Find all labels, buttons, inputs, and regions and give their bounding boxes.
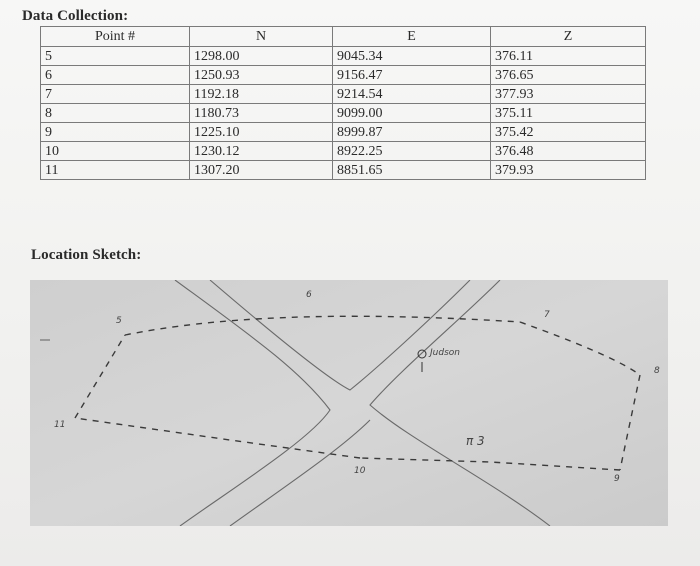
cell-z	[491, 47, 646, 66]
cell-e	[333, 85, 491, 104]
cell-z	[491, 85, 646, 104]
cell-n	[190, 47, 333, 66]
cell-point: 5	[41, 47, 190, 66]
cell-n	[190, 85, 333, 104]
cell-n	[190, 66, 333, 85]
data-collection-heading: Data Collection:	[22, 8, 129, 24]
cell-n-value: 1180.73	[194, 105, 239, 121]
sketch-label-10: 10	[354, 466, 366, 476]
cell-e	[333, 161, 491, 180]
cell-e	[333, 123, 491, 142]
cell-n-value: 1298.00	[194, 48, 240, 64]
cell-z-value: 379.93	[495, 162, 534, 178]
cell-e-value: 8922.25	[337, 143, 383, 159]
column-header-e: E	[333, 27, 491, 47]
cell-e-value: 8851.65	[337, 162, 383, 178]
cell-z	[491, 66, 646, 85]
sketch-label-tree-mark: π 3	[466, 434, 485, 448]
cell-n	[190, 104, 333, 123]
sketch-label-6: 6	[306, 290, 312, 300]
sketch-drawing	[30, 280, 668, 526]
cell-z	[491, 123, 646, 142]
sketch-label-9: 9	[614, 474, 620, 484]
cell-n	[190, 161, 333, 180]
cell-z-value: 376.48	[495, 143, 534, 159]
cell-point: 10	[41, 142, 190, 161]
cell-z	[491, 104, 646, 123]
cell-point: 6	[41, 66, 190, 85]
table-row	[41, 66, 646, 85]
cell-n-value: 1192.18	[194, 86, 239, 102]
cell-e-value: 8999.87	[337, 124, 383, 140]
cell-point: 11	[41, 161, 190, 180]
cell-z-value: 377.93	[495, 86, 534, 102]
cell-e	[333, 66, 491, 85]
cell-point: 9	[41, 123, 190, 142]
table-row	[41, 104, 646, 123]
table-row	[41, 161, 646, 180]
sketch-label-11: 11	[54, 420, 66, 430]
cell-point: 8	[41, 104, 190, 123]
table-row	[41, 123, 646, 142]
table-row	[41, 47, 646, 66]
column-header-n: N	[190, 27, 333, 47]
sketch-label-7: 7	[544, 310, 550, 320]
cell-e-value: 9156.47	[337, 67, 383, 83]
cell-point: 7	[41, 85, 190, 104]
cell-z-value: 375.11	[495, 105, 533, 121]
location-sketch-heading: Location Sketch:	[31, 247, 142, 263]
cell-z-value: 376.11	[495, 48, 533, 64]
cell-n-value: 1307.20	[194, 162, 240, 178]
cell-n	[190, 123, 333, 142]
sketch-label-5: 5	[116, 316, 122, 326]
data-collection-table	[40, 26, 646, 180]
cell-z	[491, 161, 646, 180]
cell-e	[333, 47, 491, 66]
column-header-point: Point #	[41, 27, 190, 47]
cell-n	[190, 142, 333, 161]
cell-n-value: 1230.12	[194, 143, 240, 159]
sketch-label-8: 8	[654, 366, 660, 376]
table-header-row	[41, 27, 646, 47]
cell-z-value: 376.65	[495, 67, 534, 83]
location-sketch-image	[30, 280, 668, 526]
cell-z-value: 375.42	[495, 124, 534, 140]
cell-n-value: 1250.93	[194, 67, 240, 83]
table-row	[41, 85, 646, 104]
cell-n-value: 1225.10	[194, 124, 240, 140]
sketch-label-judson: Judson	[430, 348, 460, 358]
cell-e	[333, 142, 491, 161]
cell-e-value: 9099.00	[337, 105, 383, 121]
column-header-z: Z	[491, 27, 646, 47]
table-row	[41, 142, 646, 161]
cell-e-value: 9045.34	[337, 48, 383, 64]
cell-e-value: 9214.54	[337, 86, 383, 102]
cell-e	[333, 104, 491, 123]
cell-z	[491, 142, 646, 161]
